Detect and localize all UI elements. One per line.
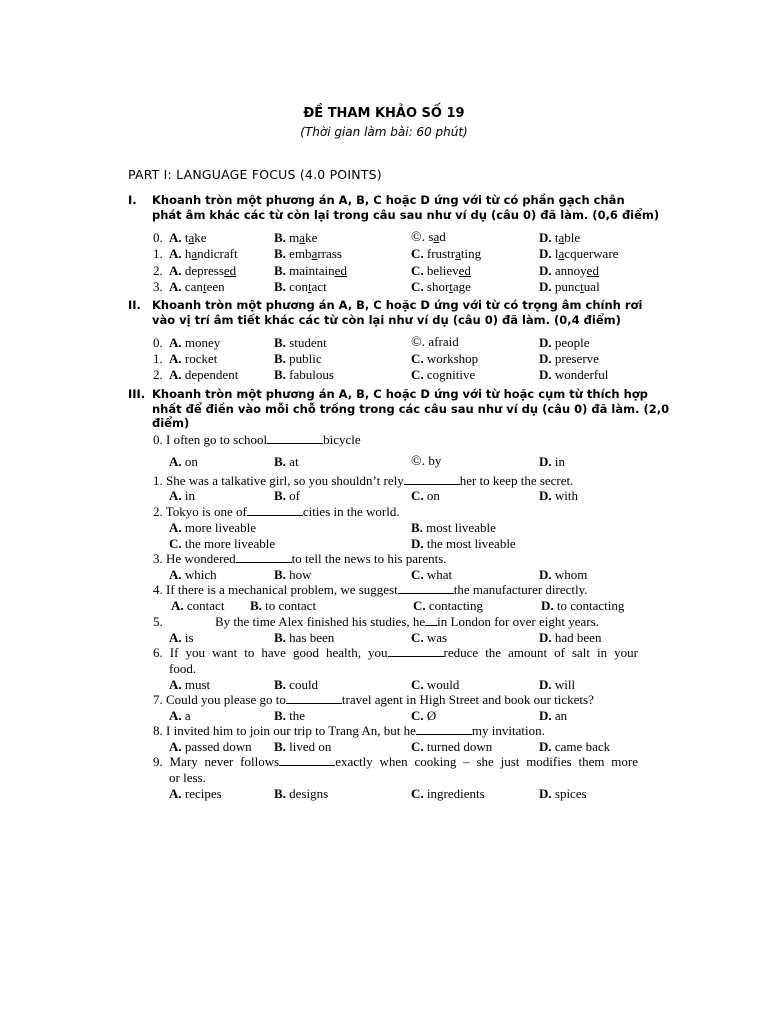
option-c[interactable]: C. cognitive xyxy=(411,367,476,382)
underlined-sound: t xyxy=(449,279,453,294)
answer-blank[interactable] xyxy=(286,692,342,704)
option-b[interactable]: B. could xyxy=(274,677,319,692)
question-6-stem-cont: food. xyxy=(169,661,197,676)
option-c[interactable]: C. believed xyxy=(411,263,471,278)
option-c[interactable]: C. would xyxy=(411,677,460,692)
section-1-instruction: Khoanh tròn một phương án A, B, C hoặc D ứng với từ có phần gạch chân xyxy=(152,193,625,207)
circled-answer-mark: ©. xyxy=(411,454,426,469)
question-4-stem: 4. If there is a mechanical problem, we suggest the manufacturer directly. xyxy=(153,582,588,597)
underlined-sound: a xyxy=(558,230,565,245)
option-letter: B. xyxy=(274,246,286,261)
option-letter: D. xyxy=(539,786,552,801)
underlined-sound: a xyxy=(191,246,198,261)
question-3-stem: 3. He wondered to tell the news to his parents. xyxy=(153,551,447,566)
option-letter: A. xyxy=(169,230,182,245)
option-letter: C. xyxy=(411,708,424,723)
underlined-sound: ed xyxy=(334,263,347,278)
exam-title: ĐỀ THAM KHẢO SỐ 19 xyxy=(303,106,465,121)
option-letter: D. xyxy=(541,598,554,613)
option-d[interactable]: D. whom xyxy=(539,567,588,582)
option-letter: D. xyxy=(539,367,552,382)
option-d[interactable]: D. came back xyxy=(539,739,611,754)
option-letter: B. xyxy=(274,630,286,645)
underlined-sound: ed xyxy=(586,263,599,278)
underlined-sound: a xyxy=(311,246,318,261)
option-d[interactable]: D. annoyed xyxy=(539,263,599,278)
option-b[interactable]: B. how xyxy=(274,567,312,582)
option-letter: A. xyxy=(169,454,182,469)
option-letter: B. xyxy=(274,488,286,503)
option-a[interactable]: A. recipes xyxy=(169,786,222,801)
option-c[interactable]: C. contacting xyxy=(413,598,484,613)
option-c[interactable]: C. on xyxy=(411,488,440,503)
option-c[interactable]: C. frustrating xyxy=(411,246,482,261)
option-letter: C. xyxy=(411,739,424,754)
option-d[interactable]: D. in xyxy=(539,454,566,469)
question-number: 5. xyxy=(153,614,163,629)
question-number: 2. xyxy=(153,367,163,382)
question-number: 2. xyxy=(153,263,163,278)
option-c[interactable]: C. the more liveable xyxy=(169,536,276,551)
option-d[interactable]: D. preserve xyxy=(539,351,599,366)
question-9-stem: 9. Mary never follows exactly when cooking – she just modifies them more xyxy=(153,754,638,769)
option-letter: C. xyxy=(411,630,424,645)
option-d[interactable]: D. had been xyxy=(539,630,602,645)
option-a[interactable]: A. canteen xyxy=(169,279,225,294)
option-d[interactable]: D. spices xyxy=(539,786,587,801)
section-3-instruction: Khoanh tròn một phương án A, B, C hoặc D ứng với từ hoặc cụm từ thích hợp xyxy=(152,387,648,401)
option-c[interactable]: C. ingredients xyxy=(411,786,485,801)
option-letter: B. xyxy=(274,279,286,294)
option-letter: A. xyxy=(171,598,184,613)
option-letter: B. xyxy=(274,677,286,692)
question-0-stem: 0. I often go to school bicycle xyxy=(153,432,361,447)
option-letter: C. xyxy=(411,567,424,582)
option-letter: D. xyxy=(539,246,552,261)
option-letter: A. xyxy=(169,677,182,692)
underlined-sound: a xyxy=(558,246,565,261)
option-letter: C. xyxy=(169,536,182,551)
option-d[interactable]: D. an xyxy=(539,708,568,723)
option-letter: C. xyxy=(411,279,424,294)
option-letter: D. xyxy=(539,567,552,582)
option-letter: C. xyxy=(413,598,426,613)
option-letter: B. xyxy=(274,335,286,350)
underlined-sound: ed xyxy=(223,263,237,278)
section-3-instruction-cont: nhất để điền vào mỗi chỗ trống trong các câu sau như ví dụ (câu 0) đã làm. (2,0 xyxy=(152,402,670,416)
option-b[interactable]: B. designs xyxy=(274,786,329,801)
option-letter: B. xyxy=(274,567,286,582)
option-letter: A. xyxy=(169,351,182,366)
option-letter: A. xyxy=(169,279,182,294)
option-b[interactable]: B. public xyxy=(274,351,322,366)
option-letter: D. xyxy=(539,630,552,645)
option-a[interactable]: A. in xyxy=(169,488,196,503)
option-letter: D. xyxy=(539,335,552,350)
option-letter: D. xyxy=(539,708,552,723)
answer-blank[interactable] xyxy=(388,645,444,657)
option-letter: C. xyxy=(411,786,424,801)
option-a[interactable]: A. passed down xyxy=(169,739,252,754)
circled-answer-mark: ©. xyxy=(411,335,426,350)
question-number: 0. xyxy=(153,335,163,350)
option-letter: A. xyxy=(169,708,182,723)
question-1-stem: 1. She was a talkative girl, so you shouldn’t rely her to keep the secret. xyxy=(153,473,574,488)
option-a[interactable]: A. rocket xyxy=(169,351,218,366)
option-letter: B. xyxy=(274,263,286,278)
question-8-stem: 8. I invited him to join our trip to Trang An, but he my invitation. xyxy=(153,723,545,738)
answer-blank[interactable] xyxy=(236,551,292,563)
option-c[interactable]: ©. afraid xyxy=(411,334,459,350)
answer-blank[interactable] xyxy=(279,754,335,766)
option-letter: D. xyxy=(539,279,552,294)
option-letter: A. xyxy=(169,567,182,582)
option-d[interactable]: D. with xyxy=(539,488,579,503)
option-d[interactable]: D. lacquerware xyxy=(539,246,619,261)
option-c[interactable]: C. was xyxy=(411,630,448,645)
exam-time: (Thời gian làm bài: 60 phút) xyxy=(300,125,468,139)
option-a[interactable]: A. contact xyxy=(171,598,225,613)
section-3-number: III. xyxy=(128,387,146,401)
section-2-number: II. xyxy=(128,298,141,312)
option-d[interactable]: D. wonderful xyxy=(539,367,609,382)
option-letter: B. xyxy=(274,454,286,469)
underlined-sound: a xyxy=(433,229,440,244)
answer-blank[interactable] xyxy=(398,582,454,594)
question-number: 1. xyxy=(153,351,163,366)
question-number: 0. xyxy=(153,230,163,245)
option-letter: D. xyxy=(539,488,552,503)
option-b[interactable]: B. embarrass xyxy=(274,246,342,261)
option-letter: D. xyxy=(539,677,552,692)
option-d[interactable]: D. table xyxy=(539,230,581,245)
option-c[interactable]: C. what xyxy=(411,567,453,582)
option-b[interactable]: B. lived on xyxy=(274,739,332,754)
option-c[interactable]: ©. sad xyxy=(411,229,446,245)
option-b[interactable]: B. at xyxy=(274,454,299,469)
option-a[interactable]: A. take xyxy=(169,230,207,245)
option-c[interactable]: C. workshop xyxy=(411,351,479,366)
option-letter: A. xyxy=(169,246,182,261)
question-number: 1. xyxy=(153,246,163,261)
option-a[interactable]: A. depressed xyxy=(169,263,237,278)
question-6-stem: 6. If you want to have good health, you reduce the amount of salt in your xyxy=(153,645,639,660)
question-7-stem: 7. Could you please go to travel agent in High Street and book our tickets? xyxy=(153,692,594,707)
option-a[interactable]: A. handicraft xyxy=(169,246,238,261)
option-letter: A. xyxy=(169,739,182,754)
underlined-sound: t xyxy=(307,279,312,294)
option-b[interactable]: B. most liveable xyxy=(411,520,496,535)
option-a[interactable]: A. money xyxy=(169,335,221,350)
option-letter: B. xyxy=(411,520,423,535)
option-letter: A. xyxy=(169,367,182,382)
option-b[interactable]: B. the xyxy=(274,708,306,723)
section-2-instruction: Khoanh tròn một phương án A, B, C hoặc D ứng với từ có trọng âm chính rơi xyxy=(152,298,643,312)
option-b[interactable]: B. of xyxy=(274,488,301,503)
option-letter: A. xyxy=(169,488,182,503)
option-letter: B. xyxy=(274,367,286,382)
section-2-instruction-cont: vào vị trí âm tiết khác các từ còn lại như ví dụ (câu 0) đã làm. (0,4 điểm) xyxy=(152,313,621,327)
option-b[interactable]: B. make xyxy=(274,230,318,245)
option-b[interactable]: B. contact xyxy=(274,279,327,294)
option-letter: A. xyxy=(169,786,182,801)
option-c[interactable]: C. Ø xyxy=(411,708,437,723)
underlined-sound: t xyxy=(580,279,584,294)
underlined-sound: ed xyxy=(458,263,471,278)
answer-blank[interactable] xyxy=(416,723,472,735)
underlined-sound: a xyxy=(188,230,195,245)
option-letter: C. xyxy=(411,488,424,503)
underlined-sound: a xyxy=(455,246,461,261)
question-number: 3. xyxy=(153,279,163,294)
answer-blank[interactable] xyxy=(267,432,323,444)
option-letter: A. xyxy=(169,335,182,350)
option-letter: B. xyxy=(274,739,286,754)
option-letter: C. xyxy=(411,677,424,692)
option-letter: D. xyxy=(411,536,424,551)
option-d[interactable]: D. will xyxy=(539,677,576,692)
answer-blank[interactable] xyxy=(404,473,460,485)
option-letter: D. xyxy=(539,454,552,469)
underlined-sound: t xyxy=(202,279,207,294)
option-letter: B. xyxy=(250,598,262,613)
circled-answer-mark: ©. xyxy=(411,230,426,245)
section-1-number: I. xyxy=(128,193,137,207)
question-9-stem-cont: or less. xyxy=(169,770,206,785)
option-d[interactable]: D. people xyxy=(539,335,590,350)
option-b[interactable]: B. fabulous xyxy=(274,367,334,382)
answer-blank[interactable] xyxy=(425,614,437,626)
option-letter: D. xyxy=(539,230,552,245)
option-letter: C. xyxy=(411,351,424,366)
option-c[interactable]: C. turned down xyxy=(411,739,493,754)
option-letter: A. xyxy=(169,630,182,645)
option-letter: B. xyxy=(274,708,286,723)
option-a[interactable]: A. is xyxy=(169,630,194,645)
underlined-sound: a xyxy=(299,230,306,245)
option-c[interactable]: C. shortage xyxy=(411,279,471,294)
option-letter: B. xyxy=(274,786,286,801)
option-a[interactable]: A. must xyxy=(169,677,211,692)
option-letter: B. xyxy=(274,230,286,245)
option-a[interactable]: A. more liveable xyxy=(169,520,256,535)
option-d[interactable]: D. the most liveable xyxy=(411,536,516,551)
section-3-instruction-end: điểm) xyxy=(152,416,190,430)
option-letter: D. xyxy=(539,263,552,278)
option-c[interactable]: ©. by xyxy=(411,453,442,469)
option-a[interactable]: A. dependent xyxy=(169,367,239,382)
option-letter: A. xyxy=(169,263,182,278)
option-b[interactable]: B. has been xyxy=(274,630,335,645)
option-letter: C. xyxy=(411,367,424,382)
option-letter: C. xyxy=(411,263,424,278)
option-letter: D. xyxy=(539,351,552,366)
section-1-instruction-cont: phát âm khác các từ còn lại trong câu sau như ví dụ (câu 0) đã làm. (0,6 điểm) xyxy=(152,208,660,222)
option-b[interactable]: B. maintained xyxy=(274,263,347,278)
answer-blank[interactable] xyxy=(247,504,303,516)
option-a[interactable]: A. on xyxy=(169,454,198,469)
question-5-stem: By the time Alex finished his studies, he in London for over eight years. xyxy=(215,614,599,629)
option-letter: A. xyxy=(169,520,182,535)
option-letter: D. xyxy=(539,739,552,754)
option-letter: C. xyxy=(411,246,424,261)
option-d[interactable]: D. punctual xyxy=(539,279,600,294)
option-a[interactable]: A. which xyxy=(169,567,217,582)
option-a[interactable]: A. a xyxy=(169,708,191,723)
option-letter: B. xyxy=(274,351,286,366)
question-2-stem: 2. Tokyo is one of cities in the world. xyxy=(153,504,400,519)
option-d[interactable]: D. to contacting xyxy=(541,598,625,613)
part-heading: PART I: LANGUAGE FOCUS (4.0 POINTS) xyxy=(128,167,382,182)
option-b[interactable]: B. student xyxy=(274,335,327,350)
option-b[interactable]: B. to contact xyxy=(250,598,317,613)
